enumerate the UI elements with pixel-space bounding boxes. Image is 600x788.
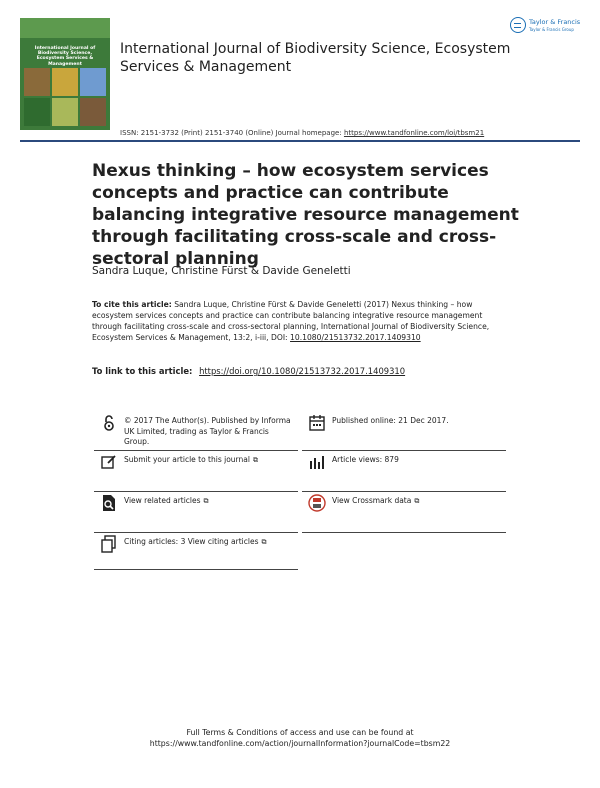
external-link-icon: ⧉ (414, 497, 420, 505)
citing-cell[interactable] (94, 535, 298, 570)
related-articles-label: View related articles (124, 496, 201, 505)
citing-articles-icon (100, 535, 118, 553)
related-articles-link[interactable] (124, 496, 296, 507)
journal-homepage-link[interactable]: https://www.tandfonline.com/loi/tbsm21 (343, 129, 485, 137)
views-cell (302, 453, 506, 492)
header-divider (20, 140, 580, 142)
cover-photo (52, 98, 78, 126)
cover-photo (24, 68, 50, 96)
submit-article-link[interactable] (124, 455, 296, 466)
article-title: Nexus thinking – how ecosystem services concepts and practice can contribute balancing integrative resource management through facilitating cross-scale and cross-sectoral planning (92, 161, 519, 269)
cover-photo-collage (24, 68, 106, 126)
crossmark-label: View Crossmark data (332, 496, 412, 505)
calendar-icon (308, 414, 326, 432)
published-cell (302, 414, 506, 451)
publisher-logo-name: Taylor & Francis (529, 18, 581, 26)
cover-title-line: Biodiversity Science, (37, 51, 93, 57)
citation-doi-link[interactable]: 10.1080/21513732.2017.1409310 (290, 333, 421, 342)
external-link-icon: ⧉ (203, 497, 209, 505)
citation-text: Sandra Luque, Christine Fürst & Davide Geneletti (2017) Nexus thinking – how ecosystem services concepts and practice can contribute balancing integrative resource management through facilitating cross-scale and cross-sectoral planning, International Journal of Biodiversity Science, Ecosystem Services & Management, 13:2, i-iii, DOI: (92, 300, 490, 342)
crossmark-link[interactable] (332, 496, 504, 507)
article-link-line (92, 366, 405, 376)
article-views-text: Article views: 879 (332, 455, 399, 464)
cover-header-band (20, 18, 110, 38)
journal-title: International Journal of Biodiversity Science, Ecosystem Services & Management (120, 41, 511, 75)
related-cell[interactable] (94, 494, 298, 533)
taylor-francis-logo-icon (510, 17, 526, 33)
related-search-icon (100, 494, 118, 512)
cover-title-line: Ecosystem Services & Management (36, 56, 94, 67)
citing-articles-label: Citing articles: 3 View citing articles (124, 537, 259, 546)
issn-line (120, 129, 484, 137)
footer (0, 727, 600, 749)
cover-photo (24, 98, 50, 126)
citation-block (92, 299, 512, 343)
article-link-label: To link to this article: (92, 366, 193, 376)
bar-chart-icon (308, 453, 326, 471)
edit-icon (100, 453, 118, 471)
publisher-logo (510, 17, 590, 37)
footer-terms-link[interactable]: https://www.tandfonline.com/action/journalInformation?journalCode=tbsm22 (149, 739, 451, 748)
cover-title (24, 46, 106, 67)
published-date-text: Published online: 21 Dec 2017. (332, 416, 449, 425)
issn-text: ISSN: 2151-3732 (Print) 2151-3740 (Online) Journal homepage: (120, 129, 342, 137)
citing-articles-link[interactable] (124, 537, 296, 548)
license-text: © 2017 The Author(s). Published by Informa UK Limited, trading as Taylor & Francis Group. (124, 416, 291, 446)
article-authors: Sandra Luque, Christine Fürst & Davide Geneletti (92, 265, 351, 277)
external-link-icon: ⧉ (252, 456, 258, 464)
article-doi-url[interactable]: https://doi.org/10.1080/21513732.2017.1409310 (199, 366, 406, 376)
cover-photo (80, 68, 106, 96)
journal-cover-image (20, 18, 110, 130)
cover-photo (80, 98, 106, 126)
publisher-logo-subtitle: Taylor & Francis Group (529, 27, 574, 32)
license-cell (94, 414, 298, 451)
footer-terms-text: Full Terms & Conditions of access and use can be found at (186, 728, 414, 737)
crossmark-cell[interactable] (302, 494, 506, 533)
crossmark-icon (308, 494, 326, 512)
citation-label: To cite this article: (92, 300, 172, 309)
cover-title-line: International Journal of (34, 46, 96, 51)
external-link-icon: ⧉ (261, 538, 267, 546)
submit-cell[interactable] (94, 453, 298, 492)
cover-photo (52, 68, 78, 96)
open-access-icon (100, 414, 118, 432)
submit-article-label: Submit your article to this journal (124, 455, 250, 464)
